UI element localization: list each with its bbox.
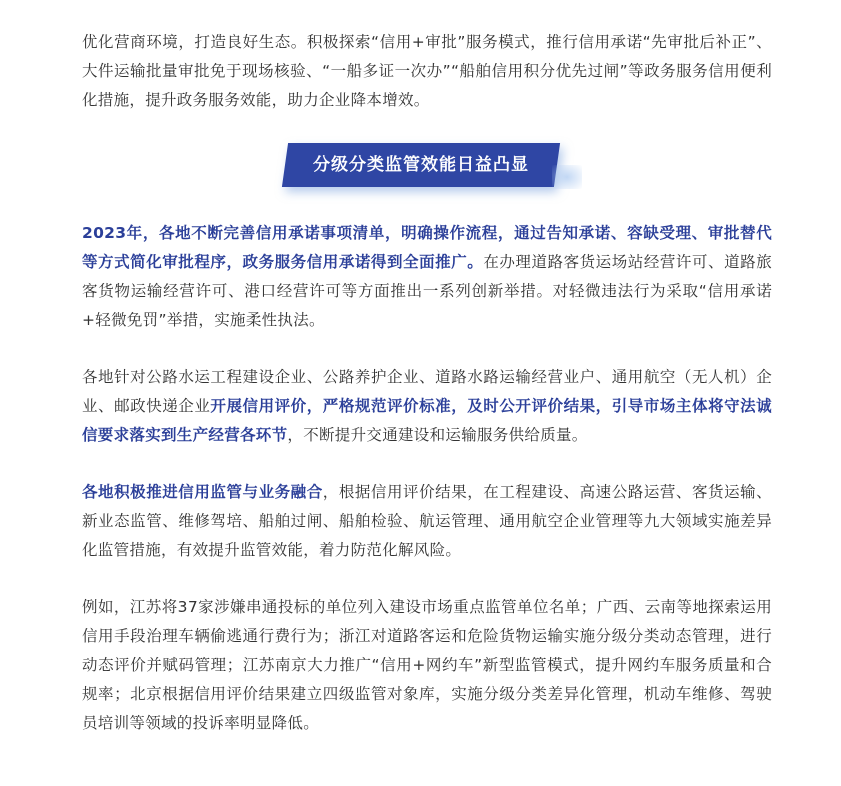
- paragraph-highlight: 各地积极推进信用监管与业务融合: [82, 483, 323, 501]
- paragraph-credit-approval: 优化营商环境，打造良好生态。积极探索“信用+审批”服务模式，推行信用承诺“先审批后补正”、大件运输批量审批免于现场核验、“一船多证一次办”“船舶信用积分优先过闸”等政务服务信用便利化措施，提升政务服务效能，助力企业降本增效。: [82, 33, 772, 109]
- paragraph-credit-commitment: [82, 219, 772, 335]
- paragraph-text: ，根据信用评价结果，在工程建设、高速公路运营、客货运输、新业态监管、维修驾培、船舶过闸、船舶检验、航运管理、通用航空企业管理等九大领域实施差异化监管措施，有效提升监管效能，着力防范化解风险。: [82, 483, 772, 559]
- article: [82, 28, 772, 738]
- paragraph-examples: 例如，江苏将37家涉嫌串通投标的单位列入建设市场重点监管单位名单；广西、云南等地探索运用信用手段治理车辆偷逃通行费行为；浙江对道路客运和危险货物运输实施分级分类动态管理，进行动态评价并赋码管理；江苏南京大力推广“信用+网约车”新型监管模式，提升网约车服务质量和合规率；北京根据信用评价结果建立四级监管对象库，实施分级分类差异化管理，机动车维修、驾驶员培训等领域的投诉率明显降低。: [82, 598, 772, 732]
- paragraph-text: 各地针对公路水运工程建设企业、公路养护企业、道路水路运输经营业户、通用航空（无人机）企业、邮政快递企业: [82, 368, 772, 415]
- paragraph-text: ，不断提升交通建设和运输服务供给质量。: [287, 426, 588, 444]
- paragraph-highlight: 开展信用评价，严格规范评价标准，及时公开评价结果，引导市场主体将守法诚信要求落实到生产经营各环节: [82, 397, 772, 444]
- paragraph-text: 在办理道路客货运场站经营许可、道路旅客货物运输经营许可、港口经营许可等方面推出一系列创新举措。对轻微违法行为采取“信用承诺+轻微免罚”举措，实施柔性执法。: [82, 253, 772, 329]
- paragraph-credit-evaluation: [82, 363, 772, 450]
- section-title: 分级分类监管效能日益凸显: [313, 155, 529, 175]
- paragraph-highlight: 2023年，各地不断完善信用承诺事项清单，明确操作流程，通过告知承诺、容缺受理、审批替代等方式简化审批程序，政务服务信用承诺得到全面推广。: [82, 224, 772, 271]
- paragraph-regulation-integration: [82, 478, 772, 565]
- section-banner: [82, 143, 772, 203]
